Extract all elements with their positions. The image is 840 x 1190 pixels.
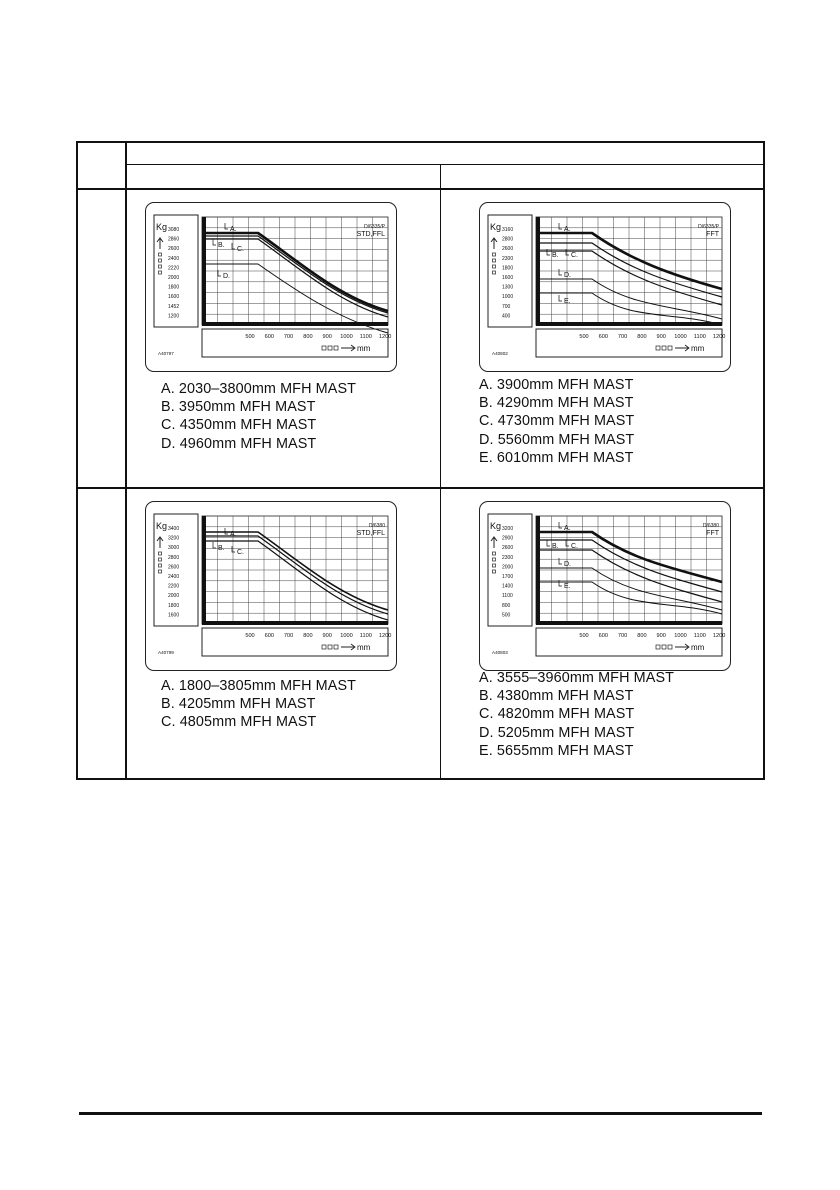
curve-label-bracket — [547, 249, 550, 255]
curve-label: B. — [552, 543, 559, 550]
curve-label: E. — [564, 298, 571, 305]
x-arrow-dot — [668, 346, 672, 350]
x-arrow-dot — [662, 645, 666, 649]
y-tick-label: 3000 — [168, 545, 180, 552]
x-tick-label: 800 — [303, 334, 313, 340]
x-arrow-dot — [334, 645, 338, 649]
x-tick-label: 1200 — [378, 334, 392, 340]
chart-code-label: D/6380 — [702, 523, 719, 529]
x-tick-label: 1000 — [340, 633, 353, 639]
curve-label: C. — [571, 252, 578, 259]
y-tick-label: 2800 — [502, 236, 514, 243]
y-unit-label: Kg — [490, 521, 502, 531]
x-tick-label: 700 — [617, 633, 628, 639]
chart-ref-label: A40797 — [158, 351, 174, 356]
legend-item: D. 4960mm MFH MAST — [161, 435, 317, 452]
curve-label-bracket — [213, 542, 216, 548]
curve-label: A. — [564, 525, 571, 532]
y-arrow-dot — [493, 271, 496, 274]
y-tick-label: 500 — [502, 612, 511, 619]
capacity-chart-4 — [479, 501, 731, 671]
y-tick-label: 3400 — [168, 526, 180, 532]
chart-variant-label: STD,FFL — [356, 530, 385, 537]
curve-label-bracket — [232, 243, 235, 249]
x-unit-label: mm — [691, 344, 705, 353]
x-tick-label: 600 — [598, 633, 608, 639]
x-tick-label: 500 — [245, 633, 255, 639]
y-tick-label: 2400 — [168, 574, 180, 580]
mast-legend-3 — [161, 677, 356, 732]
curve-label-bracket — [566, 249, 569, 255]
x-unit-label: mm — [357, 344, 371, 353]
curve-label-bracket — [232, 546, 235, 552]
chart-ref-label: A40802 — [492, 351, 508, 356]
y-arrow-dot — [159, 558, 162, 561]
x-tick-label: 800 — [637, 334, 647, 340]
y-tick-label: 2800 — [168, 554, 180, 561]
curve-label: C. — [571, 543, 578, 550]
y-tick-label: 2400 — [168, 255, 180, 262]
curve-label-bracket — [559, 295, 562, 301]
legend-item: A. 2030–3800mm MFH MAST — [161, 381, 357, 397]
x-tick-label: 1100 — [693, 334, 706, 340]
capacity-chart-1 — [145, 202, 397, 372]
mast-legend-4 — [479, 669, 674, 760]
x-tick-label: 700 — [283, 633, 294, 639]
chart-code-label: D/6335/P — [698, 224, 719, 230]
y-tick-label: 1800 — [168, 602, 180, 609]
y-tick-label: 1400 — [502, 583, 514, 590]
y-arrow-dot — [159, 259, 162, 262]
curve-label: E. — [564, 583, 571, 590]
right-arrow-icon — [341, 644, 355, 650]
x-tick-label: 1000 — [674, 334, 687, 340]
capacity-curve — [206, 239, 388, 317]
y-tick-label: 800 — [502, 602, 511, 609]
x-tick-label: 1100 — [359, 633, 372, 639]
x-tick-label: 900 — [322, 334, 332, 340]
x-tick-label: 900 — [656, 334, 666, 340]
chart-cell-2 — [442, 190, 763, 487]
up-arrow-icon — [157, 537, 163, 548]
y-arrow-dot — [159, 265, 162, 268]
curve-label: B. — [218, 545, 225, 552]
x-tick-label: 600 — [598, 334, 608, 340]
capacity-chart-3 — [145, 501, 397, 671]
capacity-curve — [540, 550, 722, 602]
footer-rule — [79, 1112, 762, 1115]
y-tick-label: 1300 — [502, 284, 514, 291]
x-arrow-dot — [322, 645, 326, 649]
y-tick-label: 1200 — [168, 313, 180, 320]
legend-item: E. 6010mm MFH MAST — [479, 449, 634, 466]
right-arrow-icon — [341, 345, 355, 351]
right-arrow-icon — [675, 644, 689, 650]
y-tick-label: 1452 — [168, 303, 180, 310]
curve-label-bracket — [566, 540, 569, 546]
y-arrow-dot — [493, 552, 496, 555]
x-tick-label: 600 — [264, 334, 274, 340]
x-tick-label: 1000 — [340, 334, 353, 340]
y-tick-label: 1700 — [502, 574, 514, 580]
x-arrow-dot — [662, 346, 666, 350]
x-tick-label: 800 — [303, 633, 313, 639]
x-arrow-dot — [322, 346, 326, 350]
curve-label-bracket — [547, 540, 550, 546]
x-tick-label: 900 — [322, 633, 332, 639]
capacity-table — [76, 141, 765, 780]
x-tick-label: 1100 — [359, 334, 372, 340]
curve-label: A. — [564, 226, 571, 233]
y-tick-label: 2000 — [502, 564, 514, 571]
curve-label-bracket — [225, 223, 228, 229]
y-tick-label: 2300 — [502, 554, 514, 561]
legend-item: B. 4290mm MFH MAST — [479, 395, 634, 412]
y-arrow-dot — [159, 253, 162, 256]
x-tick-label: 1200 — [712, 334, 726, 340]
legend-item: B. 4205mm MFH MAST — [161, 696, 316, 713]
y-tick-label: 2000 — [168, 275, 180, 281]
legend-item: C. 4820mm MFH MAST — [479, 706, 635, 723]
x-tick-label: 500 — [579, 633, 589, 639]
y-tick-label: 1600 — [502, 275, 514, 281]
y-tick-label: 1800 — [502, 265, 514, 272]
x-tick-label: 1000 — [674, 633, 687, 639]
curve-label: C. — [237, 549, 244, 556]
legend-item: D. 5560mm MFH MAST — [479, 431, 635, 448]
y-arrow-dot — [159, 564, 162, 567]
table-divider-header-top — [125, 164, 763, 165]
x-arrow-dot — [656, 645, 660, 649]
chart-variant-label: FFT — [706, 530, 719, 537]
capacity-curve — [206, 532, 388, 610]
curve-label: A. — [230, 226, 237, 233]
curve-label: B. — [218, 242, 225, 249]
x-unit-label: mm — [691, 643, 705, 652]
chart-ref-label: A40799 — [158, 650, 174, 655]
up-arrow-icon — [157, 238, 163, 249]
curve-label-bracket — [559, 558, 562, 564]
y-tick-label: 2600 — [502, 545, 514, 552]
y-tick-label: 1600 — [168, 612, 180, 619]
right-arrow-icon — [675, 345, 689, 351]
x-tick-label: 1200 — [712, 633, 726, 639]
x-tick-label: 700 — [283, 334, 294, 340]
curve-label-bracket — [559, 522, 562, 528]
y-tick-label: 3200 — [502, 526, 514, 532]
chart-ref-label: A40803 — [492, 650, 508, 655]
y-arrow-dot — [493, 570, 496, 573]
legend-item: C. 4350mm MFH MAST — [161, 417, 317, 434]
up-arrow-icon — [491, 238, 497, 249]
x-arrow-dot — [668, 645, 672, 649]
chart-variant-label: STD,FFL — [356, 231, 385, 238]
capacity-curve — [206, 541, 388, 620]
y-unit-label: Kg — [156, 521, 168, 531]
curve-label: B. — [552, 252, 559, 259]
y-tick-label: 3080 — [168, 227, 180, 233]
curve-label: A. — [230, 531, 237, 538]
y-tick-label: 2600 — [502, 246, 514, 253]
table-divider-middle-column — [440, 164, 441, 778]
y-tick-label: 2300 — [502, 255, 514, 262]
y-tick-label: 2900 — [502, 535, 514, 542]
curve-label: C. — [237, 246, 244, 253]
capacity-curve — [540, 233, 722, 289]
y-tick-label: 2200 — [168, 583, 180, 590]
x-unit-label: mm — [357, 643, 371, 652]
chart-code-label: D/6335/P — [364, 224, 385, 230]
x-tick-label: 500 — [579, 334, 589, 340]
legend-item: A. 3900mm MFH MAST — [479, 377, 634, 393]
y-arrow-dot — [493, 564, 496, 567]
chart-cell-1 — [127, 190, 440, 487]
y-arrow-dot — [493, 265, 496, 268]
y-arrow-dot — [159, 552, 162, 555]
y-tick-label: 700 — [502, 303, 511, 310]
x-tick-label: 500 — [245, 334, 255, 340]
y-tick-label: 1100 — [502, 593, 513, 600]
legend-item: D. 5205mm MFH MAST — [479, 724, 635, 741]
x-arrow-dot — [328, 346, 332, 350]
y-arrow-dot — [493, 558, 496, 561]
y-tick-label: 1600 — [168, 294, 180, 301]
x-tick-label: 1100 — [693, 633, 706, 639]
y-tick-label: 3160 — [502, 227, 514, 233]
x-tick-label: 600 — [264, 633, 274, 639]
chart-cell-3 — [127, 489, 440, 778]
x-arrow-dot — [656, 346, 660, 350]
chart-code-label: D/6380 — [368, 523, 385, 529]
mast-legend-1 — [161, 380, 356, 453]
y-unit-label: Kg — [490, 222, 502, 232]
y-arrow-dot — [159, 271, 162, 274]
y-arrow-dot — [493, 259, 496, 262]
y-tick-label: 2600 — [168, 246, 180, 253]
legend-item: E. 5655mm MFH MAST — [479, 742, 634, 759]
x-tick-label: 700 — [617, 334, 628, 340]
legend-item: A. 3555–3960mm MFH MAST — [479, 670, 675, 686]
y-tick-label: 400 — [502, 313, 511, 320]
y-tick-label: 2860 — [168, 236, 180, 243]
x-arrow-dot — [328, 645, 332, 649]
legend-item: A. 1800–3805mm MFH MAST — [161, 678, 357, 694]
x-arrow-dot — [334, 346, 338, 350]
legend-item: B. 4380mm MFH MAST — [479, 688, 634, 705]
y-tick-label: 2600 — [168, 564, 180, 571]
y-arrow-dot — [493, 253, 496, 256]
y-tick-label: 1000 — [502, 294, 514, 301]
chart-cell-4 — [442, 489, 763, 778]
up-arrow-icon — [491, 537, 497, 548]
y-tick-label: 2000 — [168, 593, 180, 600]
curve-label-bracket — [559, 223, 562, 229]
y-tick-label: 3200 — [168, 535, 180, 542]
curve-label: D. — [564, 561, 571, 568]
capacity-chart-2 — [479, 202, 731, 372]
curve-label: D. — [564, 272, 571, 279]
curve-label-bracket — [213, 239, 216, 245]
x-tick-label: 1200 — [378, 633, 392, 639]
y-tick-label: 2220 — [168, 265, 180, 272]
curve-label-bracket — [225, 528, 228, 534]
curve-label: D. — [223, 273, 230, 280]
x-tick-label: 900 — [656, 633, 666, 639]
legend-item: C. 4805mm MFH MAST — [161, 714, 317, 731]
legend-item: B. 3950mm MFH MAST — [161, 399, 316, 416]
legend-item: C. 4730mm MFH MAST — [479, 413, 635, 430]
capacity-curve — [206, 233, 388, 311]
y-unit-label: Kg — [156, 222, 168, 232]
mast-legend-2 — [479, 376, 634, 467]
curve-label-bracket — [559, 269, 562, 275]
y-arrow-dot — [159, 570, 162, 573]
y-tick-label: 1800 — [168, 284, 180, 291]
x-tick-label: 800 — [637, 633, 647, 639]
chart-variant-label: FFT — [706, 231, 719, 238]
